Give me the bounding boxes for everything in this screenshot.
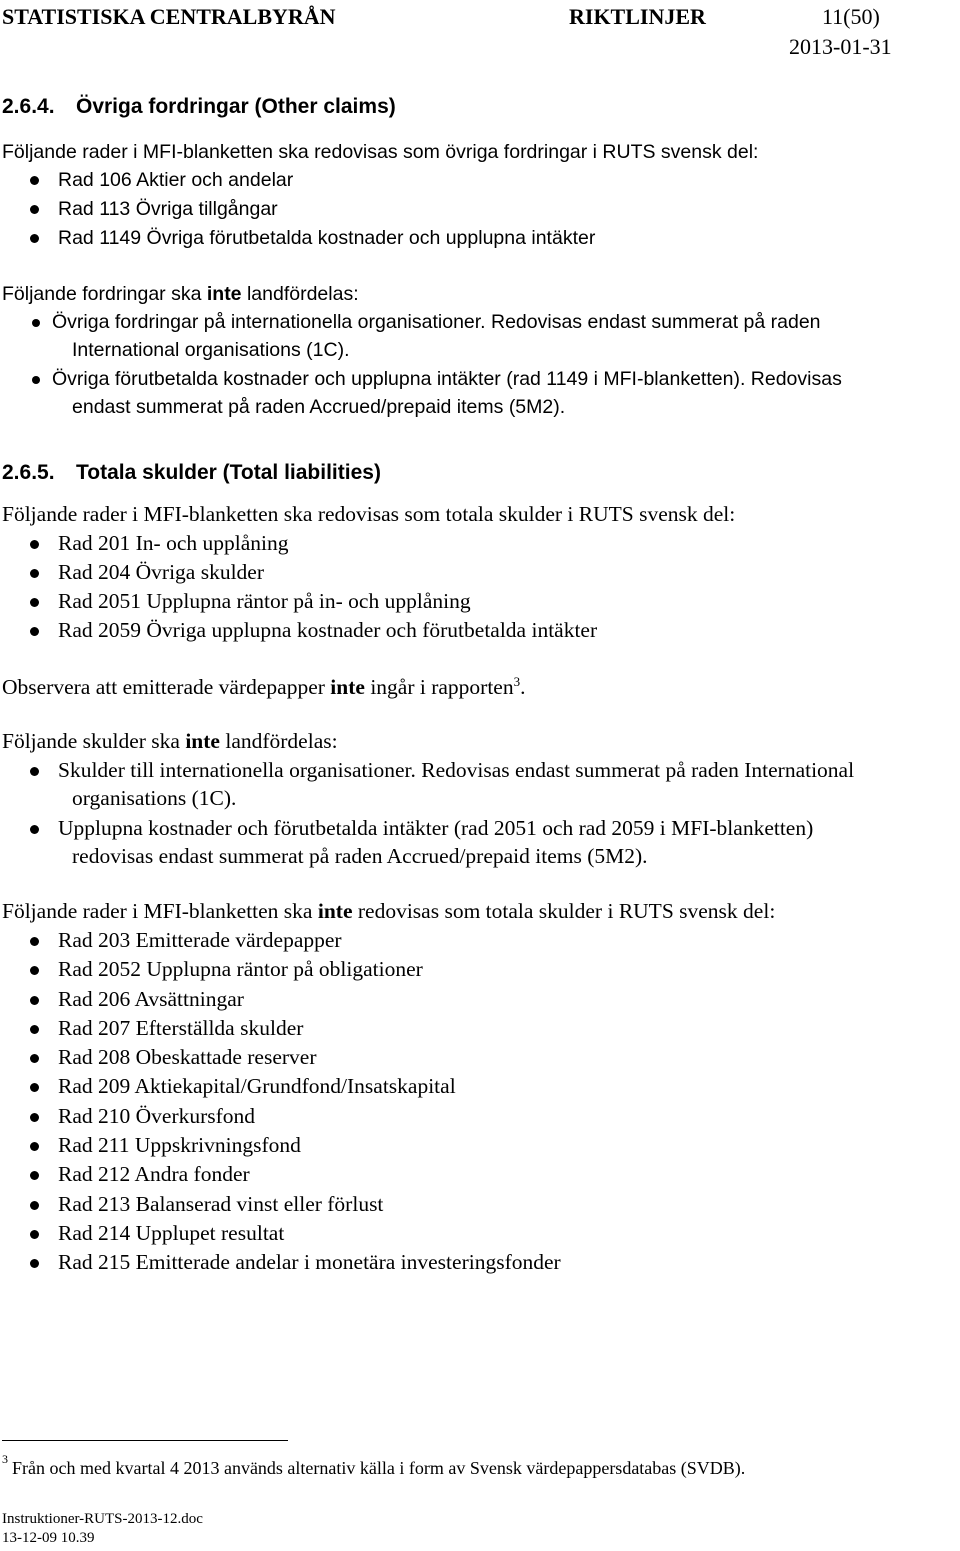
bullet-icon xyxy=(30,598,39,607)
list-item-line: Övriga förutbetalda kostnader och upplupna intäkter (rad 1149 i MFI-blanketten). Redovisas xyxy=(52,368,842,390)
list-item-line: Övriga fordringar på internationella organisationer. Redovisas endast summerat på raden xyxy=(52,311,821,333)
section-number: 2.6.5. xyxy=(2,461,55,484)
list-item: Rad 215 Emitterade andelar i monetära investeringsfonder xyxy=(58,1250,561,1274)
list-item: Rad 210 Överkursfond xyxy=(58,1104,256,1128)
list-item: Rad 201 In- och upplåning xyxy=(58,531,289,555)
bullet-icon xyxy=(30,1113,39,1122)
text-segment: Följande rader i MFI-blanketten ska xyxy=(2,899,318,923)
bullet-icon xyxy=(30,205,39,214)
text-segment: landfördelas: xyxy=(219,729,338,753)
excluded-intro-text xyxy=(2,899,775,924)
text-segment: redovisas som totala skulder i RUTS svensk del: xyxy=(352,899,776,923)
list-item: Rad 203 Emitterade värdepapper xyxy=(58,928,342,952)
text-segment: Följande fordringar ska xyxy=(2,283,207,305)
not-distributed-text xyxy=(2,729,338,754)
section-title: Övriga fordringar (Other claims) xyxy=(76,95,396,118)
header-doc-type: RIKTLINJER xyxy=(569,4,706,29)
observe-text xyxy=(2,675,525,700)
bullet-icon xyxy=(30,937,39,946)
header-date: 2013-01-31 xyxy=(789,34,892,59)
bullet-icon xyxy=(30,569,39,578)
footnote-number: 3 xyxy=(2,1452,8,1466)
bullet-icon xyxy=(30,234,39,243)
bullet-icon xyxy=(30,1025,39,1034)
list-item: Rad 204 Övriga skulder xyxy=(58,560,265,584)
list-item-line: Skulder till internationella organisationer. Redovisas endast summerat på raden International xyxy=(58,758,855,782)
list-item: Rad 212 Andra fonder xyxy=(58,1162,250,1186)
bullet-icon xyxy=(30,1054,39,1063)
header-page: 11(50) xyxy=(822,4,880,29)
text-segment: Observera att emitterade värdepapper xyxy=(2,675,331,699)
bullet-icon xyxy=(30,1230,39,1239)
bullet-icon xyxy=(30,825,39,834)
intro-text: Följande rader i MFI-blanketten ska redovisas som övriga fordringar i RUTS svensk del: xyxy=(2,141,759,163)
list-item: Rad 206 Avsättningar xyxy=(58,987,244,1011)
intro-text: Följande rader i MFI-blanketten ska redovisas som totala skulder i RUTS svensk del: xyxy=(2,502,736,526)
bullet-icon xyxy=(30,1083,39,1092)
bullet-icon xyxy=(30,1201,39,1210)
section-title: Totala skulder (Total liabilities) xyxy=(76,461,381,484)
footnote-reference[interactable]: 3 xyxy=(513,673,521,689)
list-item: Rad 1149 Övriga förutbetalda kostnader och upplupna intäkter xyxy=(58,227,596,249)
list-item: Rad 207 Efterställda skulder xyxy=(58,1016,304,1040)
emphasis-text: inte xyxy=(330,675,365,699)
bullet-icon xyxy=(30,540,39,549)
emphasis-text: inte xyxy=(317,899,353,923)
text-segment: Följande skulder ska xyxy=(2,729,186,753)
footer-timestamp: 13-12-09 10.39 xyxy=(2,1530,95,1546)
list-item-line: redovisas endast summerat på raden Accrued/prepaid items (5M2). xyxy=(72,844,648,868)
list-item-line: Upplupna kostnader och förutbetalda intäkter (rad 2051 och rad 2059 i MFI-blanketten) xyxy=(58,816,814,840)
bullet-icon xyxy=(30,996,39,1005)
bullet-icon xyxy=(30,176,39,185)
list-item-line: endast summerat på raden Accrued/prepaid items (5M2). xyxy=(72,396,566,418)
emphasis-text: inte xyxy=(185,729,220,753)
emphasis-text: inte xyxy=(206,283,242,305)
list-item: Rad 2052 Upplupna räntor på obligationer xyxy=(58,957,423,981)
text-segment: . xyxy=(520,675,526,699)
list-item: Rad 211 Uppskrivningsfond xyxy=(58,1133,301,1157)
bullet-icon xyxy=(32,376,40,384)
bullet-icon xyxy=(30,1142,39,1151)
footnote-text: Från och med kvartal 4 2013 används alternativ källa i form av Svensk värdepappersdatabas (SVDB). xyxy=(12,1458,746,1478)
bullet-icon xyxy=(30,767,39,776)
footer-filename: Instruktioner-RUTS-2013-12.doc xyxy=(2,1511,203,1527)
list-item-line: organisations (1C). xyxy=(72,786,237,810)
footnote-separator xyxy=(2,1440,288,1441)
list-item: Rad 214 Upplupet resultat xyxy=(58,1221,285,1245)
section-number: 2.6.4. xyxy=(2,95,55,118)
list-item-line: International organisations (1C). xyxy=(72,339,350,361)
text-segment: ingår i rapporten xyxy=(364,675,514,699)
bullet-icon xyxy=(30,966,39,975)
bullet-icon xyxy=(32,319,40,327)
bullet-icon xyxy=(30,1259,39,1268)
list-item: Rad 209 Aktiekapital/Grundfond/Insatskapital xyxy=(58,1074,456,1098)
list-item: Rad 106 Aktier och andelar xyxy=(58,169,294,191)
header-org: STATISTISKA CENTRALBYRÅN xyxy=(2,4,336,29)
list-item: Rad 208 Obeskattade reserver xyxy=(58,1045,317,1069)
bullet-icon xyxy=(30,1171,39,1180)
bullet-icon xyxy=(30,627,39,636)
list-item: Rad 113 Övriga tillgångar xyxy=(58,198,278,220)
list-item: Rad 2051 Upplupna räntor på in- och upplåning xyxy=(58,589,471,613)
text-segment: landfördelas: xyxy=(241,283,359,305)
not-distributed-text xyxy=(2,283,359,306)
list-item: Rad 213 Balanserad vinst eller förlust xyxy=(58,1192,384,1216)
list-item: Rad 2059 Övriga upplupna kostnader och förutbetalda intäkter xyxy=(58,618,598,642)
